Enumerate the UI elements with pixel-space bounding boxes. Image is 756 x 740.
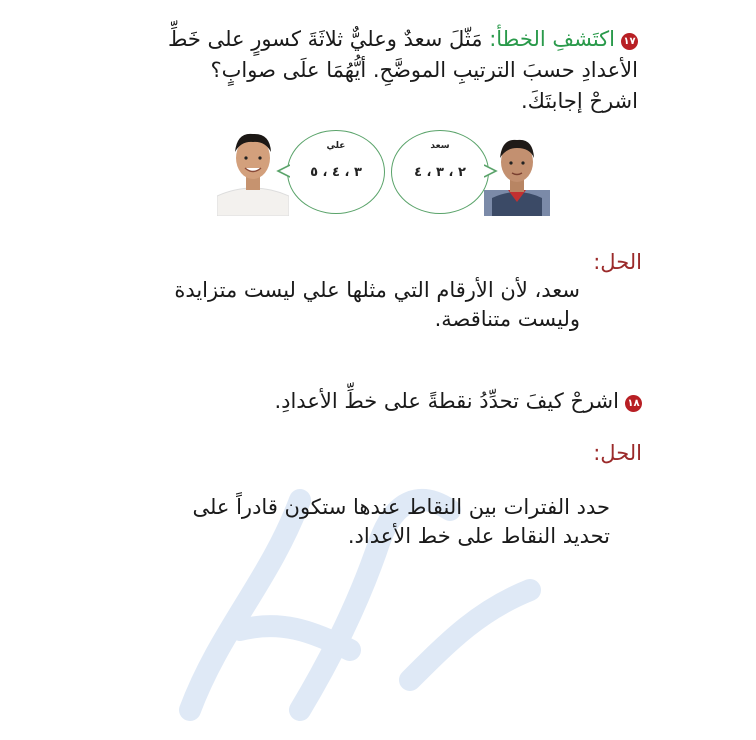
saad-fractions: ٢ ، ٣ ، ٤ xyxy=(414,165,466,180)
question-number-badge: ١٧ xyxy=(621,33,638,50)
solution-18-answer xyxy=(140,493,610,551)
saad-bubble-tail xyxy=(484,163,498,179)
saad-name-label: سعد xyxy=(430,141,450,151)
solution-17-line-2: وليست متناقصة. xyxy=(434,307,580,331)
solution-18-line-1: حدد الفترات بين النقاط عندها ستكون قادراً على xyxy=(192,495,610,519)
solution-17-line-1: سعد، لأن الأرقام التي مثلها علي ليست متزايدة xyxy=(174,278,580,302)
solution-18-line-2: تحديد النقاط على خط الأعداد. xyxy=(347,524,610,548)
question-17 xyxy=(118,24,638,117)
ali-name-label: علي xyxy=(326,141,346,151)
solution-17-answer xyxy=(120,276,580,334)
question-17-line-1 xyxy=(118,24,638,55)
watermark-logo xyxy=(150,380,570,740)
ali-fractions: ٣ ، ٤ ، ٥ xyxy=(310,165,362,180)
question-17-line-2: الأعدادِ حسبَ الترتيبِ الموضَّحِ. أيُّهُمَا علَى صوابٍ؟ xyxy=(210,58,638,82)
question-text: مَثّلَ سعدٌ وعليٌّ ثلاثَةَ كسورٍ على خَطِّ xyxy=(167,27,483,51)
saad-speech-bubble xyxy=(391,130,489,214)
ali-speech-bubble xyxy=(287,130,385,214)
question-label: اكتَشفِ الخطأ: xyxy=(489,27,615,51)
question-18-text: اشرحْ كيفَ تحدِّدُ نقطةً على خطِّ الأعدادِ. xyxy=(274,389,619,413)
solution-17-label: الحل: xyxy=(593,250,642,274)
question-17-line-3: اشرحْ إجابتَكَ. xyxy=(520,89,638,113)
ali-photo xyxy=(217,128,289,216)
question-number-badge: ١٨ xyxy=(625,395,642,412)
question-18 xyxy=(102,386,642,417)
solution-18-label: الحل: xyxy=(593,441,642,465)
